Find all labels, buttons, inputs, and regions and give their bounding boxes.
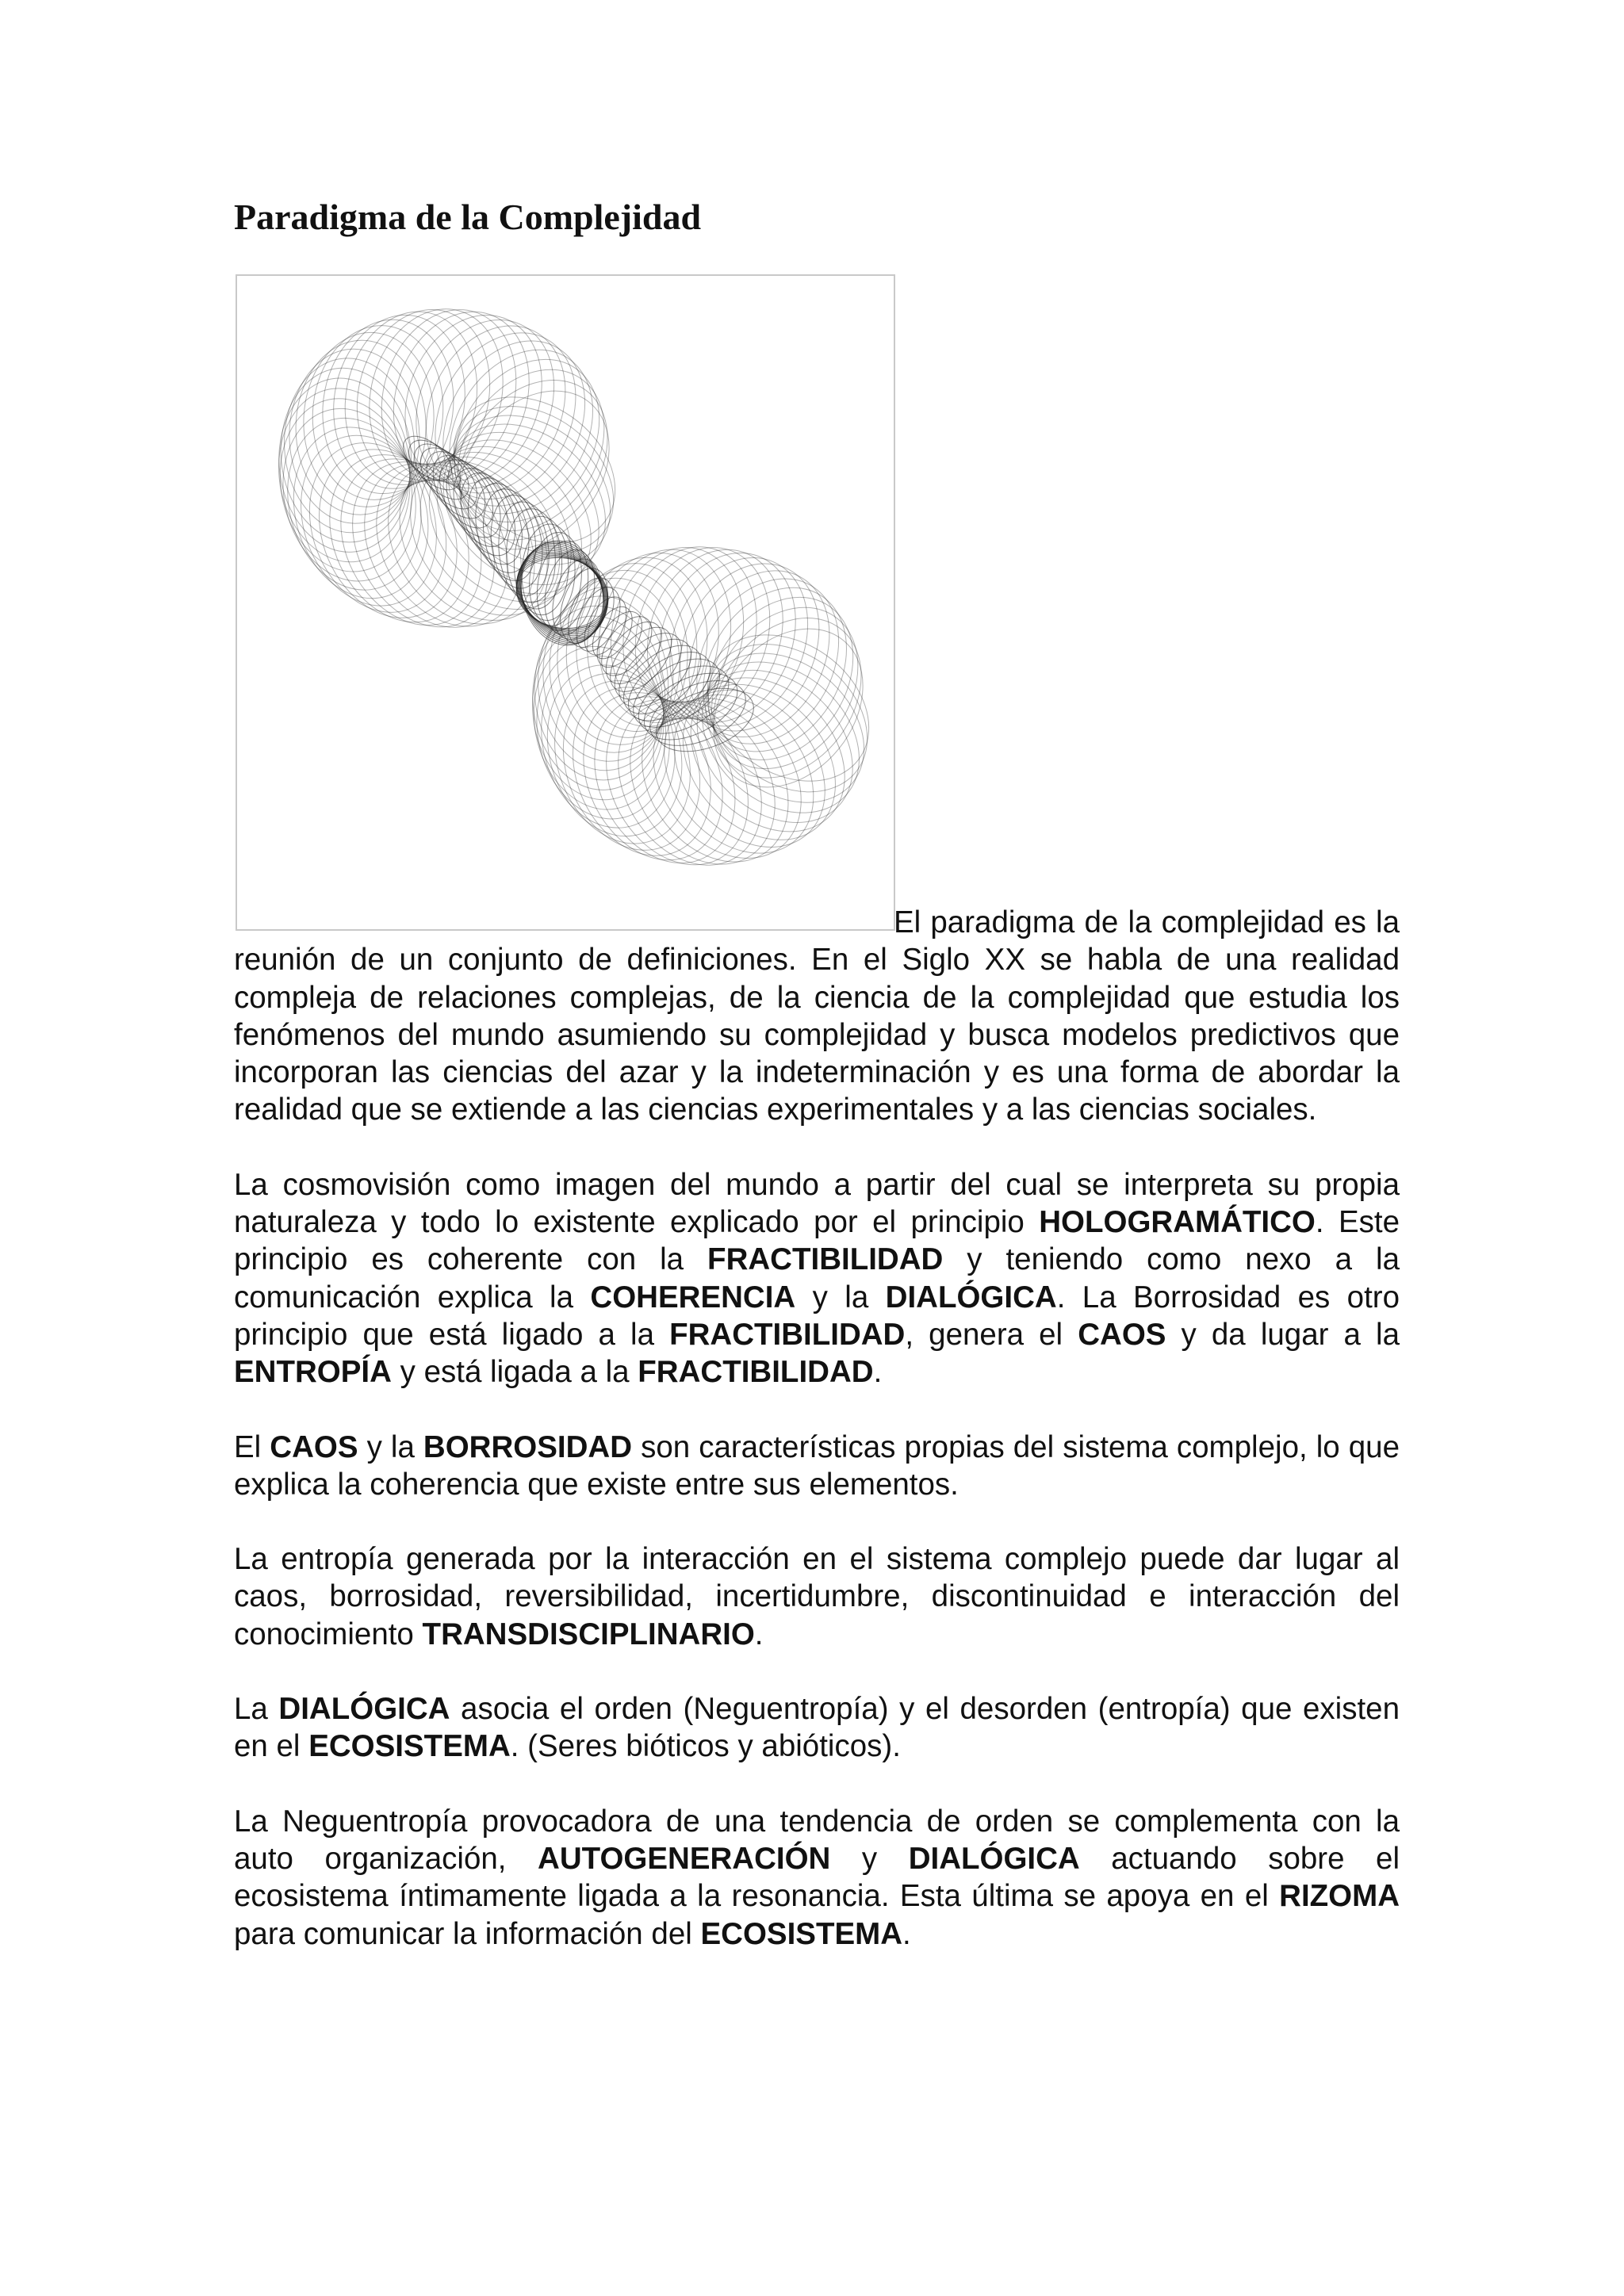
- text-run: y da lugar a la: [1166, 1317, 1400, 1352]
- bold-term: TRANSDISCIPLINARIO: [422, 1617, 755, 1651]
- bold-term: DIALÓGICA: [885, 1280, 1057, 1314]
- bold-term: FRACTIBILIDAD: [707, 1242, 944, 1277]
- text-run: y: [830, 1841, 909, 1876]
- text-run: El: [234, 1429, 270, 1464]
- text-run: asocia el orden (Neguentropía) y el desorden (entropía) que existen en el: [234, 1692, 1400, 1764]
- bold-term: AUTOGENERACIÓN: [538, 1841, 831, 1876]
- text-run: y la: [795, 1280, 886, 1314]
- text-run: , genera el: [905, 1317, 1078, 1352]
- paragraph-2: [234, 1166, 1400, 1391]
- text-run: La entropía generada por la interacción en el sistema complejo puede dar lugar al caos, borrosidad, reversibilidad, incertidumbre, discontinuidad e interacción del conocimiento: [234, 1542, 1400, 1651]
- paragraph-6: [234, 1803, 1400, 1953]
- bold-term: CAOS: [1078, 1317, 1166, 1352]
- text-run: y teniendo como nexo a la comunicación explica la: [234, 1242, 1400, 1314]
- text-run: y está ligada a la: [391, 1355, 638, 1390]
- paragraph-1: [234, 904, 1400, 1129]
- bold-term: FRACTIBILIDAD: [638, 1355, 874, 1390]
- text-run: La Neguentropía provocadora de una tendencia de orden se complementa con la auto organización,: [234, 1804, 1400, 1876]
- spirograph-torus-illustration: [236, 274, 895, 931]
- text-run: La: [234, 1692, 279, 1727]
- bold-term: ECOSISTEMA: [700, 1916, 903, 1951]
- text-run: . (Seres bióticos y abióticos).: [510, 1729, 901, 1764]
- bold-term: COHERENCIA: [590, 1280, 796, 1314]
- document-title: Paradigma de la Complejidad: [234, 197, 702, 237]
- bold-term: BORROSIDAD: [423, 1429, 633, 1464]
- text-run: .: [902, 1916, 911, 1951]
- text-run: El paradigma de la complejidad es la reunión de un conjunto de definiciones. En el Siglo XX se habla de una realidad compleja de relaciones complejas, de la ciencia de la complejidad que estudia los fenómenos del mundo asumiendo su complejidad y busca modelos predictivos que incorporan las ciencias del azar y la indeterminación y es una forma de abordar la realidad que se extiende a las ciencias experimentales y a las ciencias sociales.: [234, 905, 1400, 1127]
- text-run: para comunicar la información del: [234, 1916, 701, 1951]
- bold-term: RIZOMA: [1279, 1879, 1400, 1914]
- figure-drawing: [237, 276, 894, 929]
- text-run: actuando sobre el ecosistema íntimamente ligada a la resonancia. Esta última se apoya en el: [234, 1841, 1400, 1914]
- text-run: .: [754, 1617, 764, 1651]
- bold-term: HOLOGRAMÁTICO: [1039, 1205, 1316, 1240]
- bold-term: FRACTIBILIDAD: [669, 1317, 906, 1352]
- bold-term: CAOS: [270, 1429, 358, 1464]
- bold-term: DIALÓGICA: [278, 1692, 450, 1727]
- document-body: [234, 904, 1400, 1990]
- text-run: La cosmovisión como imagen del mundo a partir del cual se interpreta su propia naturaleza y todo lo existente explicado por el principio: [234, 1167, 1400, 1240]
- paragraph-5: [234, 1690, 1400, 1766]
- text-run: .: [873, 1355, 883, 1390]
- paragraph-3: [234, 1429, 1400, 1504]
- bold-term: ECOSISTEMA: [308, 1729, 511, 1764]
- text-run: . La Borrosidad es otro principio que está ligado a la: [234, 1280, 1400, 1352]
- text-run: son características propias del sistema complejo, lo que explica la coherencia que existe entre sus elementos.: [234, 1429, 1400, 1502]
- bold-term: DIALÓGICA: [908, 1841, 1080, 1876]
- bold-term: ENTROPÍA: [234, 1355, 392, 1390]
- text-run: . Este principio es coherente con la: [234, 1205, 1400, 1277]
- text-run: y la: [358, 1429, 423, 1464]
- paragraph-4: [234, 1540, 1400, 1653]
